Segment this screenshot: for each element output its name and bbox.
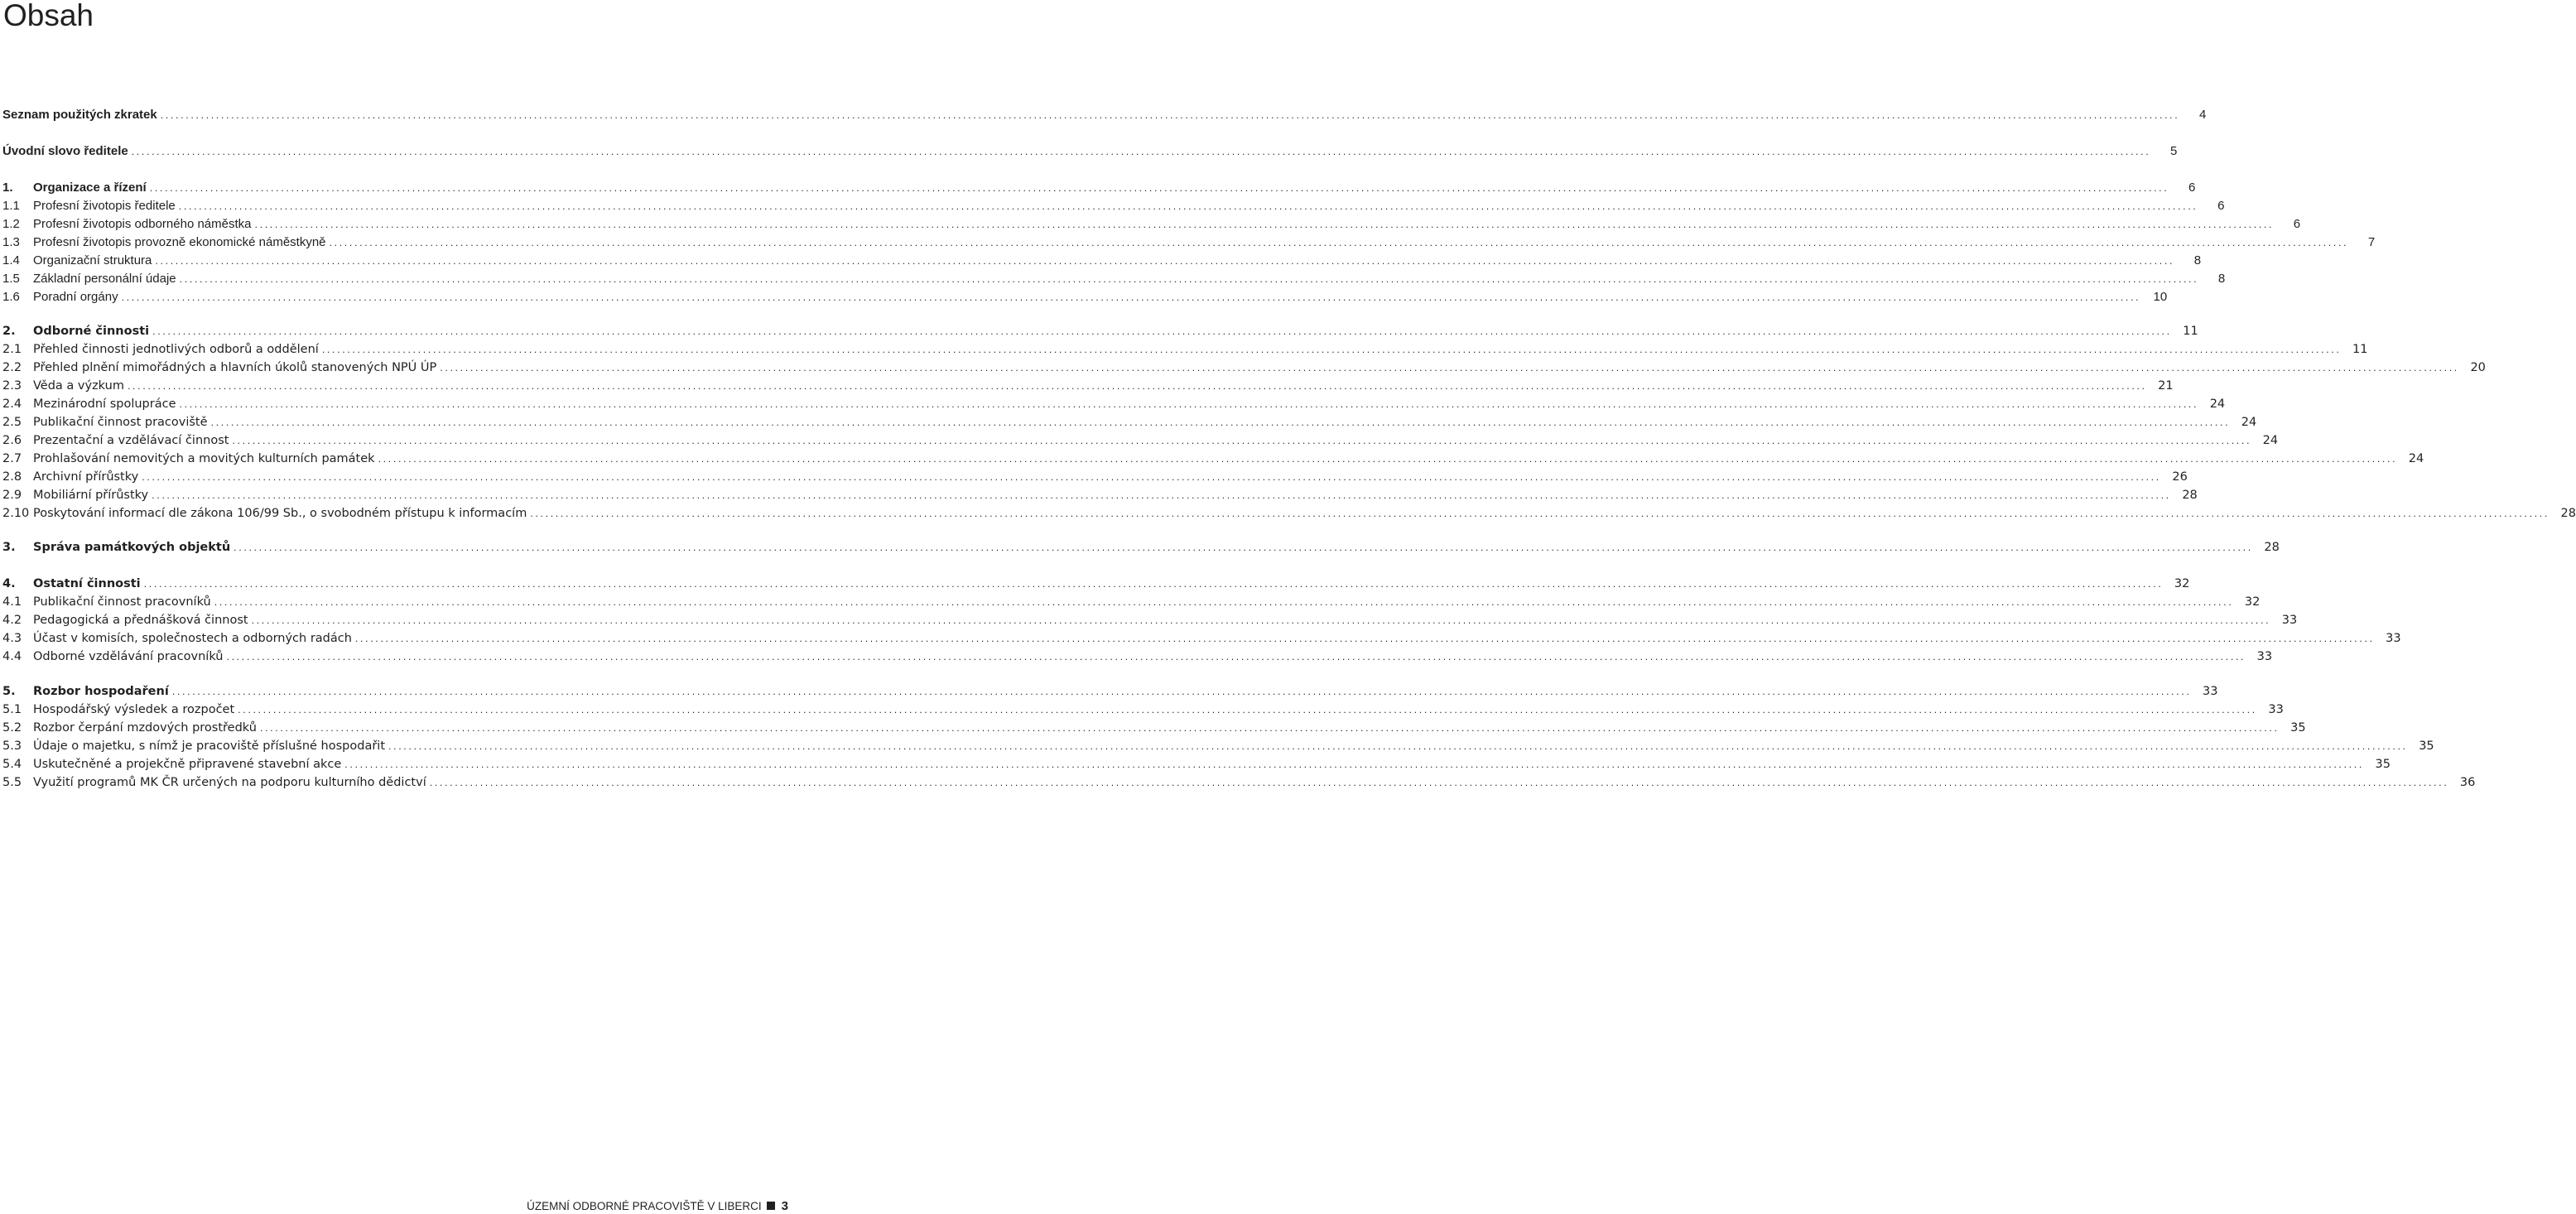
toc-entry[interactable]: [2, 289, 2168, 306]
toc-entry-title[interactable]: Přehled činnosti jednotlivých odborů a oddělení: [33, 343, 319, 356]
toc-entry-title[interactable]: Poradní orgány: [33, 290, 118, 304]
toc-entry[interactable]: [2, 216, 2301, 233]
dot-leader: ................................................................................................................................................................................................................................................................................................................................................................................................................: [226, 652, 2246, 662]
page-number: 3: [781, 1198, 788, 1213]
toc-entry-title[interactable]: Hospodářský výsledek a rozpočet: [33, 703, 235, 716]
dot-leader: ................................................................................................................................................................................................................................................................................................................................................................................................................: [530, 508, 2550, 519]
toc-entry-title[interactable]: Účast v komisích, společnostech a odborných radách: [33, 632, 352, 645]
toc-entry[interactable]: [2, 253, 2202, 269]
toc-entry-page: 11: [2183, 325, 2198, 338]
toc-entry[interactable]: [2, 683, 2218, 700]
dot-leader: ................................................................................................................................................................................................................................................................................................................................................................................................................: [354, 633, 2375, 644]
toc-entry-number: 2.10: [2, 507, 30, 520]
toc-entry-title[interactable]: Rozbor hospodaření: [33, 685, 169, 698]
toc-entry[interactable]: [2, 774, 2476, 791]
toc-entry-page: 33: [2256, 650, 2273, 663]
toc-entry-title[interactable]: Využití programů MK ČR určených na podporu kulturního dědictví: [33, 776, 426, 789]
toc-entry-page: 33: [2386, 632, 2401, 645]
toc-entry-title[interactable]: Seznam použitých zkratek: [2, 108, 157, 122]
toc-entry-page: 6: [2293, 217, 2301, 231]
toc-entry-title[interactable]: Organizační struktura: [33, 253, 152, 267]
toc-entry-page: 33: [2281, 614, 2298, 627]
toc-entry-title[interactable]: Úvodní slovo ředitele: [2, 144, 128, 158]
toc-entry[interactable]: [2, 505, 2576, 522]
toc-entry[interactable]: [2, 648, 2273, 665]
toc-entry-title[interactable]: Rozbor čerpání mzdových prostředků: [33, 721, 257, 735]
toc-entry-page: 36: [2459, 776, 2476, 789]
toc-entry-title[interactable]: Archivní přírůstky: [33, 470, 139, 484]
toc-entry-number: 3.: [2, 541, 16, 554]
toc-entry-page: 4: [2199, 108, 2207, 122]
dot-leader: ................................................................................................................................................................................................................................................................................................................................................................................................................: [131, 147, 2151, 157]
toc-entry[interactable]: [2, 720, 2306, 736]
toc-entry-number: 5.1: [2, 703, 22, 716]
toc-entry-title[interactable]: Prezentační a vzdělávací činnost: [33, 434, 229, 447]
toc-entry-page: 8: [2217, 272, 2226, 286]
toc-entry-number: 2.1: [2, 343, 22, 356]
toc-entry-number: 2.7: [2, 452, 22, 465]
toc-entry-page: 35: [2375, 758, 2391, 771]
dot-leader: ................................................................................................................................................................................................................................................................................................................................................................................................................: [429, 778, 2449, 788]
toc-entry-number: 4.: [2, 577, 16, 590]
toc-entry-title[interactable]: Publikační činnost pracoviště: [33, 416, 208, 429]
toc-entry[interactable]: [2, 341, 2368, 358]
square-bullet-icon: [767, 1202, 775, 1210]
toc-entry[interactable]: [2, 180, 2196, 196]
dot-leader: ................................................................................................................................................................................................................................................................................................................................................................................................................: [179, 399, 2199, 410]
toc-entry-title[interactable]: Přehled plnění mimořádných a hlavních úkolů stanovených NPÚ ÚP: [33, 361, 437, 374]
toc-entry-number: 5.: [2, 685, 16, 698]
toc-entry-page: 35: [2290, 721, 2306, 735]
toc-entry-number: 1.2: [2, 217, 20, 231]
toc-entry[interactable]: [2, 432, 2279, 449]
toc-entry-title[interactable]: Mobiliární přírůstky: [33, 489, 149, 502]
toc-entry[interactable]: [2, 378, 2174, 394]
toc-entry-title[interactable]: Věda a výzkum: [33, 379, 124, 393]
toc-entry-number: 1.5: [2, 272, 20, 286]
toc-entry-title[interactable]: Uskutečněné a projekčně připravené stavební akce: [33, 758, 342, 771]
dot-leader: ................................................................................................................................................................................................................................................................................................................................................................................................................: [210, 417, 2231, 428]
toc-entry-page: 8: [2193, 253, 2202, 267]
toc-entry-number: 1.4: [2, 253, 20, 267]
toc-entry-number: 1.: [2, 181, 13, 195]
toc-entry[interactable]: [2, 594, 2261, 610]
toc-entry-page: 21: [2158, 379, 2174, 393]
dot-leader: ................................................................................................................................................................................................................................................................................................................................................................................................................: [234, 542, 2253, 553]
toc-entry[interactable]: [2, 414, 2257, 431]
toc-entry-title[interactable]: Organizace a řízení: [33, 181, 147, 195]
toc-entry[interactable]: [2, 469, 2188, 485]
toc-entry-number: 4.3: [2, 632, 22, 645]
dot-leader: ................................................................................................................................................................................................................................................................................................................................................................................................................: [388, 741, 2408, 752]
toc-entry[interactable]: [2, 198, 2225, 214]
toc-entry-page: 10: [2153, 290, 2168, 304]
toc-entry-page: 33: [2268, 703, 2284, 716]
toc-entry-number: 2.8: [2, 470, 22, 484]
toc-entry[interactable]: [2, 359, 2486, 376]
toc-entry-number: 2.9: [2, 489, 22, 502]
toc-entry-title[interactable]: Základní personální údaje: [33, 272, 176, 286]
dot-leader: ................................................................................................................................................................................................................................................................................................................................................................................................................: [344, 759, 2364, 770]
toc-entry-page: 32: [2244, 595, 2261, 609]
toc-entry-title[interactable]: Publikační činnost pracovníků: [33, 595, 211, 609]
toc-entry-page: 24: [2262, 434, 2279, 447]
toc-entry-page: 5: [2170, 144, 2178, 158]
toc-entry-number: 1.3: [2, 235, 20, 249]
dot-leader: ................................................................................................................................................................................................................................................................................................................................................................................................................: [152, 326, 2172, 337]
toc-entry-number: 4.2: [2, 614, 22, 627]
toc-entry-title[interactable]: Profesní životopis odborného náměstka: [33, 217, 252, 231]
toc-entry-page: 11: [2352, 343, 2368, 356]
toc-entry-page: 28: [2264, 541, 2280, 554]
footer-text: ÚZEMNÍ ODBORNÉ PRACOVIŠTĚ V LIBERCI: [527, 1199, 762, 1212]
toc-entry[interactable]: [2, 701, 2284, 718]
toc-entry[interactable]: [2, 234, 2376, 251]
dot-leader: ................................................................................................................................................................................................................................................................................................................................................................................................................: [251, 615, 2271, 626]
toc-entry[interactable]: [2, 756, 2391, 773]
toc-entry[interactable]: [2, 738, 2434, 754]
toc-entry-title[interactable]: Profesní životopis provozně ekonomické náměstkyně: [33, 235, 326, 249]
dot-leader: ................................................................................................................................................................................................................................................................................................................................................................................................................: [121, 292, 2141, 303]
toc-entry-number: 5.2: [2, 721, 22, 735]
toc-entry-number: 5.3: [2, 739, 22, 753]
dot-leader: ................................................................................................................................................................................................................................................................................................................................................................................................................: [329, 238, 2349, 248]
toc-entry-page: 7: [2367, 235, 2376, 249]
dot-leader: ................................................................................................................................................................................................................................................................................................................................................................................................................: [142, 472, 2161, 483]
toc-entry-number: 5.4: [2, 758, 22, 771]
toc-entry-number: 1.6: [2, 290, 20, 304]
toc-entry[interactable]: [2, 143, 2178, 160]
toc-entry[interactable]: [2, 630, 2401, 647]
toc-entry-number: 2.6: [2, 434, 22, 447]
dot-leader: ................................................................................................................................................................................................................................................................................................................................................................................................................: [127, 381, 2147, 392]
toc-entry-page: 24: [2241, 416, 2257, 429]
toc-entry-page: 20: [2470, 361, 2486, 374]
toc-entry-page: 33: [2203, 685, 2218, 698]
toc-entry-title[interactable]: Pedagogická a přednášková činnost: [33, 614, 248, 627]
toc-entry-number: 4.1: [2, 595, 22, 609]
dot-leader: ................................................................................................................................................................................................................................................................................................................................................................................................................: [171, 686, 2192, 697]
toc-entry-number: 1.1: [2, 199, 20, 213]
toc-entry-title[interactable]: Správa památkových objektů: [33, 541, 231, 554]
toc-entry-title[interactable]: Poskytování informací dle zákona 106/99 Sb., o svobodném přístupu k informacím: [33, 507, 527, 520]
page-footer: [527, 1197, 788, 1214]
toc-entry-title[interactable]: Odborné činnosti: [33, 325, 150, 338]
toc-entry-number: 5.5: [2, 776, 22, 789]
toc-entry-page: 32: [2174, 577, 2190, 590]
toc-entry-page: 24: [2408, 452, 2424, 465]
toc-entry-number: 2.: [2, 325, 16, 338]
page-title: Obsah: [3, 0, 94, 32]
dot-leader: ................................................................................................................................................................................................................................................................................................................................................................................................................: [179, 274, 2199, 285]
dot-leader: ................................................................................................................................................................................................................................................................................................................................................................................................................: [214, 597, 2234, 608]
toc-entry[interactable]: [2, 323, 2198, 340]
toc-entry-page: 28: [2182, 489, 2198, 502]
dot-leader: ................................................................................................................................................................................................................................................................................................................................................................................................................: [232, 436, 2252, 446]
toc-entry-title[interactable]: Prohlašování nemovitých a movitých kulturních památek: [33, 452, 375, 465]
dot-leader: ................................................................................................................................................................................................................................................................................................................................................................................................................: [259, 723, 2280, 734]
toc-entry-title[interactable]: Odborné vzdělávání pracovníků: [33, 650, 224, 663]
dot-leader: ................................................................................................................................................................................................................................................................................................................................................................................................................: [155, 256, 2175, 267]
toc-entry-page: 26: [2172, 470, 2188, 484]
toc-entry-title[interactable]: Profesní životopis ředitele: [33, 199, 176, 213]
toc-entry-number: 2.3: [2, 379, 22, 393]
toc-entry[interactable]: [2, 450, 2424, 467]
toc-entry-page: 24: [2209, 397, 2226, 411]
toc-entry-page: 6: [2188, 181, 2196, 195]
dot-leader: ................................................................................................................................................................................................................................................................................................................................................................................................................: [152, 490, 2171, 501]
toc-entry-page: 28: [2560, 507, 2576, 520]
dot-leader: ................................................................................................................................................................................................................................................................................................................................................................................................................: [321, 344, 2342, 355]
toc-entry[interactable]: [2, 576, 2190, 592]
toc-entry-number: 2.5: [2, 416, 22, 429]
toc-entry-page: 6: [2217, 199, 2225, 213]
toc-entry[interactable]: [2, 487, 2198, 503]
toc-entry[interactable]: [2, 396, 2226, 412]
toc-entry[interactable]: [2, 612, 2298, 629]
dot-leader: ................................................................................................................................................................................................................................................................................................................................................................................................................: [143, 579, 2164, 590]
toc-entry[interactable]: [2, 107, 2207, 123]
dot-leader: ................................................................................................................................................................................................................................................................................................................................................................................................................: [238, 705, 2257, 715]
dot-leader: ................................................................................................................................................................................................................................................................................................................................................................................................................: [149, 183, 2169, 194]
toc-entry-number: 2.4: [2, 397, 22, 411]
dot-leader: ................................................................................................................................................................................................................................................................................................................................................................................................................: [160, 110, 2180, 121]
toc-entry[interactable]: [2, 539, 2280, 556]
toc-entry[interactable]: [2, 271, 2226, 287]
dot-leader: ................................................................................................................................................................................................................................................................................................................................................................................................................: [178, 201, 2198, 212]
toc-entry-number: 2.2: [2, 361, 22, 374]
toc-entry-page: 35: [2419, 739, 2434, 753]
toc-entry-title[interactable]: Mezinárodní spolupráce: [33, 397, 176, 411]
dot-leader: ................................................................................................................................................................................................................................................................................................................................................................................................................: [440, 363, 2459, 373]
toc-entry-title[interactable]: Údaje o majetku, s nímž je pracoviště příslušné hospodařit: [33, 739, 386, 753]
dot-leader: ................................................................................................................................................................................................................................................................................................................................................................................................................: [254, 219, 2275, 230]
toc-entry-number: 4.4: [2, 650, 22, 663]
toc-entry-title[interactable]: Ostatní činnosti: [33, 577, 141, 590]
dot-leader: ................................................................................................................................................................................................................................................................................................................................................................................................................: [378, 454, 2398, 465]
